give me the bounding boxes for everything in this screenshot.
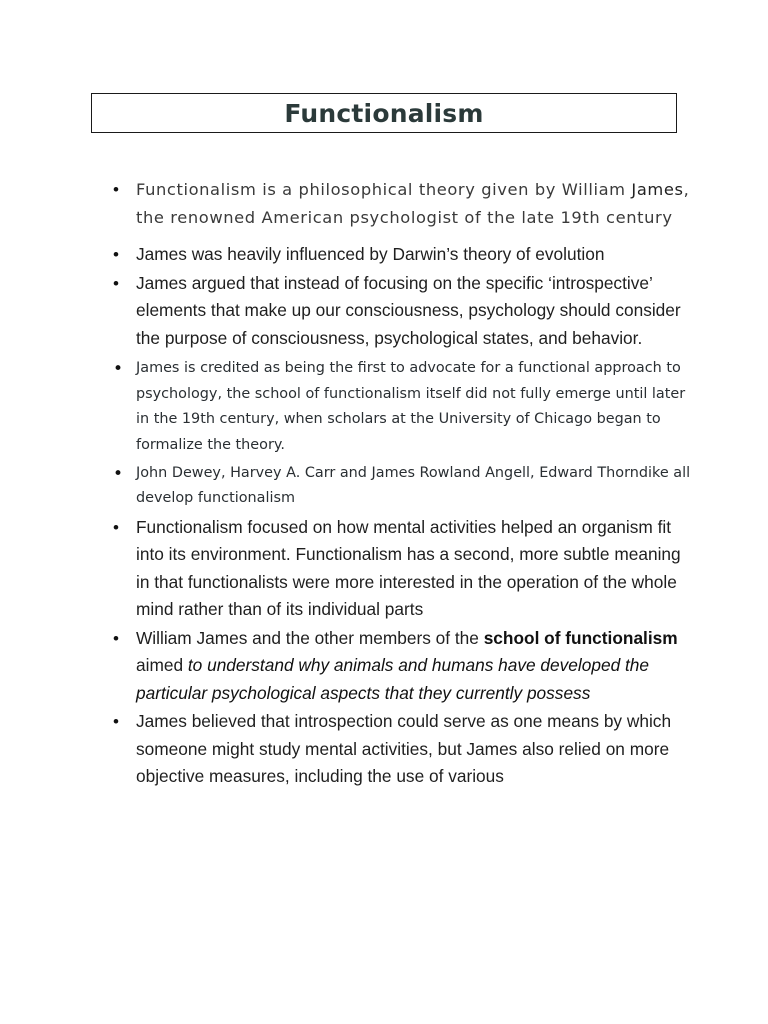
bullet-icon: •: [113, 463, 124, 484]
bullet-item-2: [112, 241, 692, 269]
bullet-list: [112, 176, 692, 792]
bullet-text-7-italic: to understand why animals and humans have developed the particular psychological aspects that they currently possess: [136, 655, 650, 703]
bullet-text-7a: William James and the other members of the: [136, 627, 484, 648]
bullet-icon: •: [113, 273, 119, 293]
bullet-text-5: John Dewey, Harvey A. Carr and James Rowland Angell, Edward Thorndike all develop functionalism: [136, 464, 691, 507]
bullet-item-8: [112, 708, 692, 791]
bullet-icon: •: [113, 359, 124, 380]
title-box: [91, 93, 677, 133]
bullet-text-7-bold: school of functionalism: [483, 627, 678, 648]
bullet-text-8: James believed that introspection could serve as one means by which someone might study mental activities, but James also relied on more objective measures, including the use of various: [136, 711, 672, 787]
bullet-text-4: James is credited as being the first to advocate for a functional approach to psychology, the school of functionalism itself did not fully emerge until later in the 19th century, when scholars at the University of Chicago began to formalize the theory.: [136, 360, 686, 453]
bullet-item-6: [112, 514, 692, 624]
bullet-item-1: [112, 176, 692, 231]
bullet-item-7: [112, 625, 692, 708]
bullet-text-1a: Functionalism is a philosophical theory given by William: [136, 180, 632, 199]
bullet-text-1b: James: [631, 180, 684, 199]
bullet-item-5: [112, 461, 692, 512]
bullet-icon: •: [113, 517, 119, 537]
bullet-icon: •: [113, 180, 120, 199]
bullet-text-1c: , the renowned American psychologist of the late 19th century: [136, 180, 690, 227]
bullet-item-4: [112, 356, 692, 458]
bullet-icon: •: [113, 245, 119, 265]
bullet-text-2: James was heavily influenced by Darwin’s theory of evolution: [136, 244, 605, 265]
bullet-icon: •: [113, 712, 119, 732]
page-title: Functionalism: [284, 98, 484, 128]
bullet-icon: •: [113, 628, 119, 648]
bullet-text-7b: aimed: [136, 655, 188, 676]
bullet-text-6: Functionalism focused on how mental activities helped an organism fit into its environment. Functionalism has a second, more subtle meaning in that functionalists were more interested in the operation of the whole mind rather than of its individual parts: [136, 516, 681, 620]
bullet-text-3: James argued that instead of focusing on the specific ‘introspective’ elements that make up our consciousness, psychology should consider the purpose of consciousness, psychological states, and behavior.: [136, 272, 681, 348]
bullet-item-3: [112, 270, 692, 353]
